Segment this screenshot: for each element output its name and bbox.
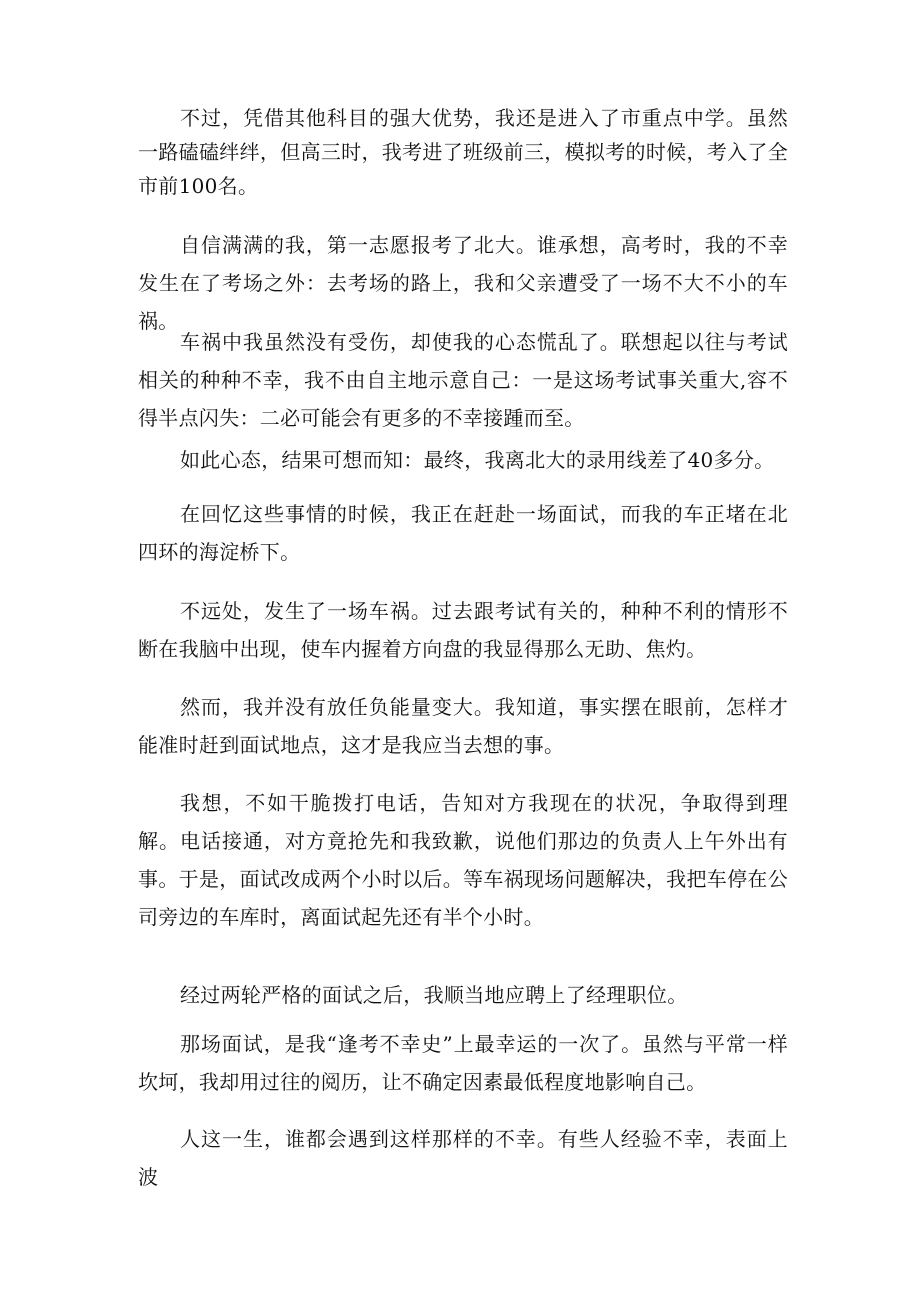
paragraph: 然而，我并没有放任负能量变大。我知道，事实摆在眼前，怎样才能准时赶到面试地点，这才是我应当去想的事。 bbox=[138, 695, 788, 757]
paragraph: 自信满满的我，第一志愿报考了北大。谁承想，高考时，我的不幸发生在了考场之外：去考场的路上，我和父亲遭受了一场不大不小的车祸。 bbox=[138, 233, 788, 333]
paragraph-11-block bbox=[138, 1120, 788, 1196]
paragraph-1-block bbox=[138, 101, 788, 203]
paragraph-4-block bbox=[138, 441, 788, 479]
paragraph: 人这一生，谁都会遇到这样那样的不幸。有些人经验不幸，表面上波 bbox=[138, 1127, 788, 1189]
paragraph-3-block bbox=[138, 323, 788, 437]
paragraph-6-block bbox=[138, 592, 788, 668]
paragraph-10-block bbox=[138, 1025, 788, 1101]
paragraph: 如此心态，结果可想而知：最终，我离北大的录用线差了40多分。 bbox=[180, 448, 775, 472]
paragraph: 我想，不如干脆拨打电话，告知对方我现在的状况，争取得到理解。电话接通，对方竟抢先和我致歉，说他们那边的负责人上午外出有事。于是，面试改成两个小时以后。等车祸现场问题解决，我把车停在公司旁边的车库时，离面试起先还有半个小时。 bbox=[138, 791, 788, 929]
paragraph: 那场面试，是我“逢考不幸史”上最幸运的一次了。虽然与平常一样坎坷，我却用过往的阅历，让不确定因素最低程度地影响自己。 bbox=[138, 1032, 788, 1094]
paragraph: 在回忆这些事情的时候，我正在赶赴一场面试，而我的车正堵在北四环的海淀桥下。 bbox=[138, 502, 788, 564]
paragraph-7-block bbox=[138, 688, 788, 764]
paragraph: 车祸中我虽然没有受伤，却使我的心态慌乱了。联想起以往与考试相关的种种不幸，我不由自主地示意自己：一是这场考试事关重大,容不得半点闪失：二必可能会有更多的不幸接踵而至。 bbox=[138, 330, 788, 430]
paragraph-9-block bbox=[138, 976, 788, 1014]
paragraph: 不远处，发生了一场车祸。过去跟考试有关的，种种不利的情形不断在我脑中出现，使车内握着方向盘的我显得那么无助、焦灼。 bbox=[138, 599, 788, 661]
paragraph: 不过，凭借其他科目的强大优势，我还是进入了市重点中学。虽然一路磕磕绊绊，但高三时，我考进了班级前三，模拟考的时候，考入了全市前100名。 bbox=[138, 106, 788, 198]
paragraph-8-block bbox=[138, 784, 788, 936]
paragraph-5-block bbox=[138, 495, 788, 571]
paragraph: 经过两轮严格的面试之后，我顺当地应聘上了经理职位。 bbox=[180, 983, 688, 1007]
